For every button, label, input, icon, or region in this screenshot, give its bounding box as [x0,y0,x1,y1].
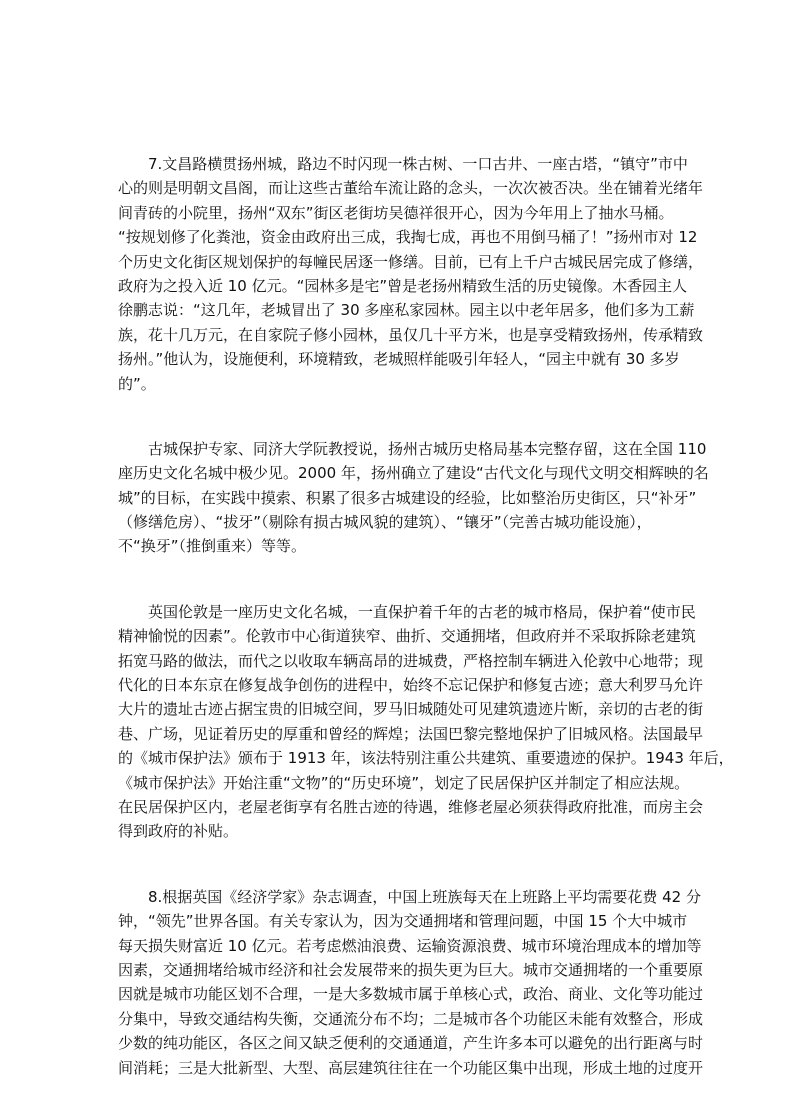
text-line: 徐鹏志说：“这几年，老城冒出了 30 多座私家园林。园主以中老年居多，他们多为工薪 [118,301,695,320]
text-line: 得到政府的补贴。 [118,822,239,841]
text-line: 每天损失财富近 10 亿元。若考虑燃油浪费、运输资源浪费、城市环境治理成本的增加等 [118,936,702,955]
text-line: 的《城市保护法》颁布于 1913 年，该法特别注重公共建筑、重要遗迹的保护。1943 年后， [118,749,734,768]
text-line: 巷、广场，见证着历史的厚重和曾经的辉煌；法国巴黎完整地保护了旧城风格。法国最早 [118,724,704,743]
text-line: 少数的纯功能区，各区之间又缺乏便利的交通通道，产生许多本可以避免的出行距离与时 [118,1034,704,1053]
paragraph-spacer [118,559,688,600]
document-page [118,152,734,1080]
text-line: 扬州。”他认为，设施便利，环境精致，老城照样能吸引年轻人，“园主中就有 30 多岁 [118,350,680,369]
text-line: 个历史文化街区规划保护的每幢民居逐一修缮。目前，已有上千户古城民居完成了修缮， [118,252,704,271]
paragraph-spacer [118,844,688,885]
text-line: 分集中，导致交通结构失衡，交通流分布不均；二是城市各个功能区未能有效整合，形成 [118,1009,704,1028]
text-line: 《城市保护法》开始注重“文物”的“历史环境”，划定了民居保护区并制定了相应法规。 [118,773,690,792]
paragraph [118,885,704,1080]
text-line: 英国伦敦是一座历史文化名城，一直保护着千年的古老的城市格局，保护着“使市民 [148,602,696,621]
paragraph-spacer [118,396,688,437]
text-line: 城”的目标，在实践中摸索、积累了很多古城建设的经验，比如整治历史街区，只“补牙” [118,488,697,507]
text-line: 心的则是明朝文昌阁，而让这些古董给车流让路的念头，一次次被否决。坐在铺着光绪年 [118,179,704,198]
text-line: “按规划修了化粪池，资金由政府出三成，我掏七成，再也不用倒马桶了！”扬州市对 12 [118,228,698,247]
text-line: 钟，“领先”世界各国。有关专家认为，因为交通拥堵和管理问题，中国 15 个大中城市 [118,912,688,931]
text-line: 大片的遗址古迹占据宝贵的旧城空间，罗马旧城随处可见建筑遗迹片断，亲切的古老的街 [118,700,704,719]
paragraph [118,600,734,844]
paragraph [118,152,704,396]
text-line: 7.文昌路横贯扬州城，路边不时闪现一株古树、一口古井、一座古塔，“镇守”市中 [148,155,688,173]
text-line: 的”。 [118,374,156,393]
text-line: 拓宽马路的做法，而代之以收取车辆高昂的进城费，严格控制车辆进入伦敦中心地带；现 [118,651,704,670]
text-line: 在民居保护区内，老屋老街享有名胜古迹的待遇，维修老屋必须获得政府批准，而房主会 [118,797,704,816]
text-line: 不“换牙”（推倒重来）等等。 [118,537,307,556]
text-line: 古城保护专家、同济大学阮教授说，扬州古城历史格局基本完整存留，这在全国 110 [148,439,707,458]
paragraph [118,437,709,559]
text-line: 座历史文化名城中极少见。2000 年，扬州确立了建设“古代文化与现代文明交相辉映的名 [118,464,709,483]
text-line: 族，花十几万元，在自家院子修小园林，虽仅几十平方米，也是享受精致扬州，传承精致 [118,325,704,344]
text-line: （修缮危房）、“拔牙”（剔除有损古城风貌的建筑）、“镶牙”（完善古城功能设施）， [118,513,652,532]
text-line: 精神愉悦的因素”。伦敦市中心街道狭窄、曲折、交通拥堵，但政府并不采取拆除老建筑 [118,627,696,646]
text-line: 8.根据英国《经济学家》杂志调查，中国上班族每天在上班路上平均需要花费 42 分 [148,887,701,906]
text-line: 间青砖的小院里，扬州“双东”街区老街坊吴德祥很开心，因为今年用上了抽水马桶。 [118,203,674,222]
text-line: 因素，交通拥堵给城市经济和社会发展带来的损失更为巨大。城市交通拥堵的一个重要原 [118,960,704,979]
text-line: 间消耗；三是大批新型、大型、高层建筑往往在一个功能区集中出现，形成土地的过度开 [118,1058,704,1077]
text-line: 政府为之投入近 10 亿元。“园林多是宅”曾是老扬州精致生活的历史镜像。木香园主人 [118,276,688,295]
text-line: 代化的日本东京在修复战争创伤的进程中，始终不忘记保护和修复古迹；意大利罗马允许 [118,676,704,695]
text-line: 因就是城市功能区划不合理，一是大多数城市属于单核心式，政治、商业、文化等功能过 [118,985,704,1004]
